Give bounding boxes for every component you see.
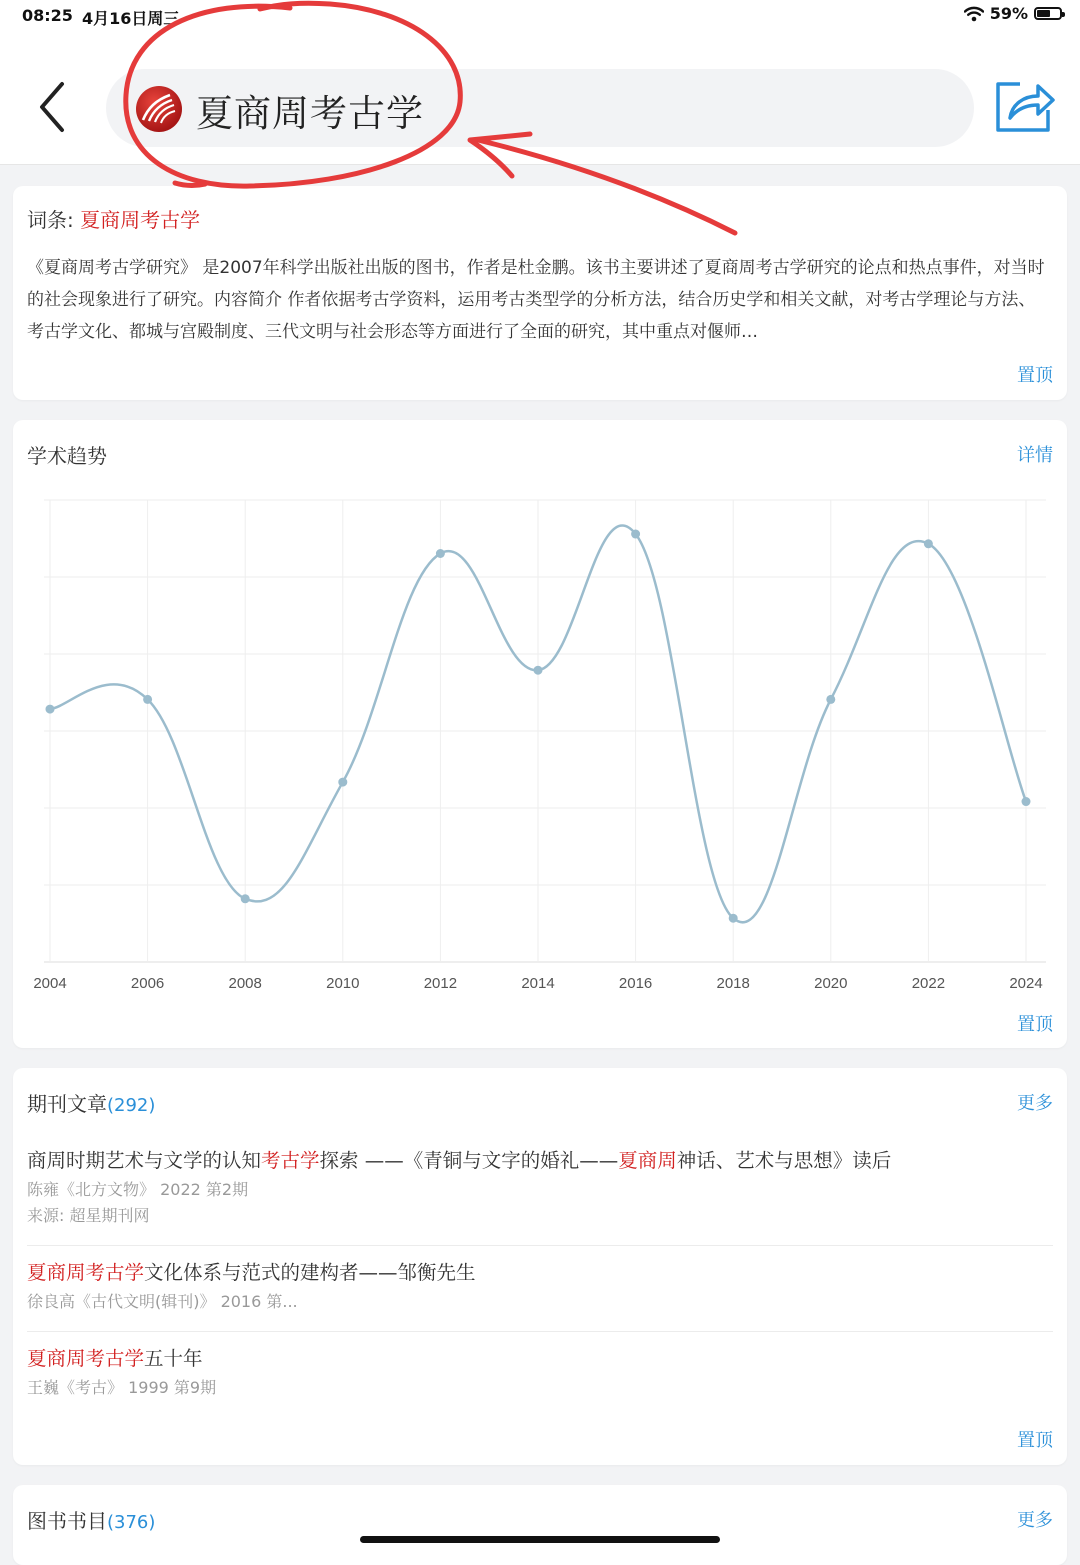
- entry-pin-button[interactable]: 置顶: [1017, 365, 1053, 386]
- chevron-left-icon[interactable]: [28, 74, 76, 140]
- home-indicator[interactable]: [360, 1536, 720, 1543]
- trend-data-point: [46, 705, 55, 714]
- trend-data-point: [1022, 797, 1031, 806]
- x-tick-label: 2018: [716, 975, 750, 992]
- x-tick-label: 2006: [130, 975, 165, 992]
- article-item[interactable]: [27, 1344, 1053, 1416]
- journal-pin-button[interactable]: 置顶: [1017, 1430, 1053, 1451]
- books-more-link[interactable]: 更多: [1017, 1510, 1053, 1531]
- status-date: 4月16日周三: [82, 9, 180, 28]
- battery-percent: 59%: [989, 4, 1028, 23]
- search-query-text: 夏商周考古学: [196, 92, 424, 135]
- trend-title: 学术趋势: [27, 444, 107, 468]
- article-title-highlight: 考古学: [261, 1149, 320, 1172]
- entry-card: [13, 186, 1067, 400]
- journal-more-link[interactable]: 更多: [1017, 1093, 1053, 1114]
- books-card: [13, 1485, 1067, 1565]
- trend-data-point: [143, 695, 152, 704]
- books-heading: [27, 1505, 155, 1534]
- trend-data-point: [631, 530, 640, 539]
- article-title[interactable]: [27, 1258, 1053, 1288]
- trend-line-chart: [13, 490, 1067, 1000]
- x-tick-label: 2024: [1009, 975, 1043, 992]
- trend-data-point: [729, 914, 738, 923]
- article-meta: 徐良高《古代文明(辑刊)》 2016 第...: [27, 1292, 298, 1311]
- entry-description[interactable]: 《夏商周考古学研究》 是2007年科学出版社出版的图书，作者是杜金鹏。该书主要讲述了夏商周考古学研究的论点和热点事件，对当时的社会现象进行了研究。内容简介 作者依据考古学资料，运用考古类型学的分析方法，结合历史学和相关文献，对考古学理论与方法、考古学文化、都城与宫殿制度、三代文明与社会形态等方面进行了全面的研究，其中重点对偃师…: [27, 258, 1045, 342]
- trend-data-point: [436, 549, 445, 558]
- academic-trend-card: [13, 420, 1067, 1048]
- article-title-part: 文化体系与范式的建构者——邹衡先生: [144, 1261, 476, 1284]
- trend-data-point: [924, 539, 933, 548]
- top-nav-bar: [0, 34, 1080, 165]
- trend-data-point: [826, 695, 835, 704]
- x-tick-label: 2008: [228, 975, 262, 992]
- article-title-part: 神话、艺术与思想》读后: [676, 1149, 892, 1172]
- article-source: 来源: 超星期刊网: [27, 1206, 150, 1225]
- x-tick-label: 2010: [326, 975, 360, 992]
- x-tick-label: 2020: [814, 975, 848, 992]
- trend-data-point: [338, 778, 347, 787]
- trend-pin-button[interactable]: 置顶: [1017, 1014, 1053, 1035]
- entry-label: 词条:: [27, 208, 74, 232]
- trend-data-point: [534, 666, 543, 675]
- chaoxing-logo-icon: [134, 84, 184, 134]
- entry-heading: [27, 204, 200, 233]
- article-title-part: 五十年: [144, 1347, 203, 1370]
- status-indicators: [964, 4, 1062, 23]
- x-tick-label: 2016: [618, 975, 653, 992]
- article-item[interactable]: [27, 1258, 1053, 1332]
- wifi-icon: [964, 6, 984, 22]
- trend-data-point: [241, 894, 250, 903]
- article-title-highlight: 夏商周考古学: [27, 1347, 145, 1370]
- article-meta: 陈雍《北方文物》 2022 第2期: [27, 1180, 249, 1199]
- article-title[interactable]: [27, 1344, 1053, 1374]
- battery-icon: [1034, 7, 1062, 20]
- trend-detail-link[interactable]: 详情: [1017, 445, 1053, 466]
- x-tick-label: 2014: [521, 975, 555, 992]
- journal-count: (292): [107, 1095, 156, 1116]
- books-title: 图书书目: [27, 1509, 107, 1533]
- x-tick-label: 2012: [423, 975, 458, 992]
- books-count: (376): [107, 1512, 156, 1533]
- status-time: 08:25: [22, 6, 73, 25]
- x-tick-label: 2004: [33, 975, 67, 992]
- article-title[interactable]: [27, 1146, 1053, 1176]
- journal-heading: [27, 1088, 155, 1117]
- search-bar[interactable]: [106, 69, 974, 147]
- article-title-part: 探索 ——《青铜与文字的婚礼——: [319, 1149, 619, 1172]
- article-item[interactable]: [27, 1146, 1053, 1246]
- share-icon[interactable]: [990, 76, 1056, 136]
- article-title-highlight: 夏商周考古学: [27, 1261, 145, 1284]
- article-title-part: 商周时期艺术与文学的认知: [27, 1149, 262, 1172]
- article-title-highlight: 夏商周: [618, 1149, 677, 1172]
- x-tick-label: 2022: [911, 975, 946, 992]
- entry-keyword[interactable]: 夏商周考古学: [80, 208, 201, 232]
- status-bar: [0, 0, 1080, 34]
- journal-title: 期刊文章: [27, 1092, 107, 1116]
- journal-articles-card: [13, 1068, 1067, 1465]
- article-meta: 王巍《考古》 1999 第9期: [27, 1378, 217, 1397]
